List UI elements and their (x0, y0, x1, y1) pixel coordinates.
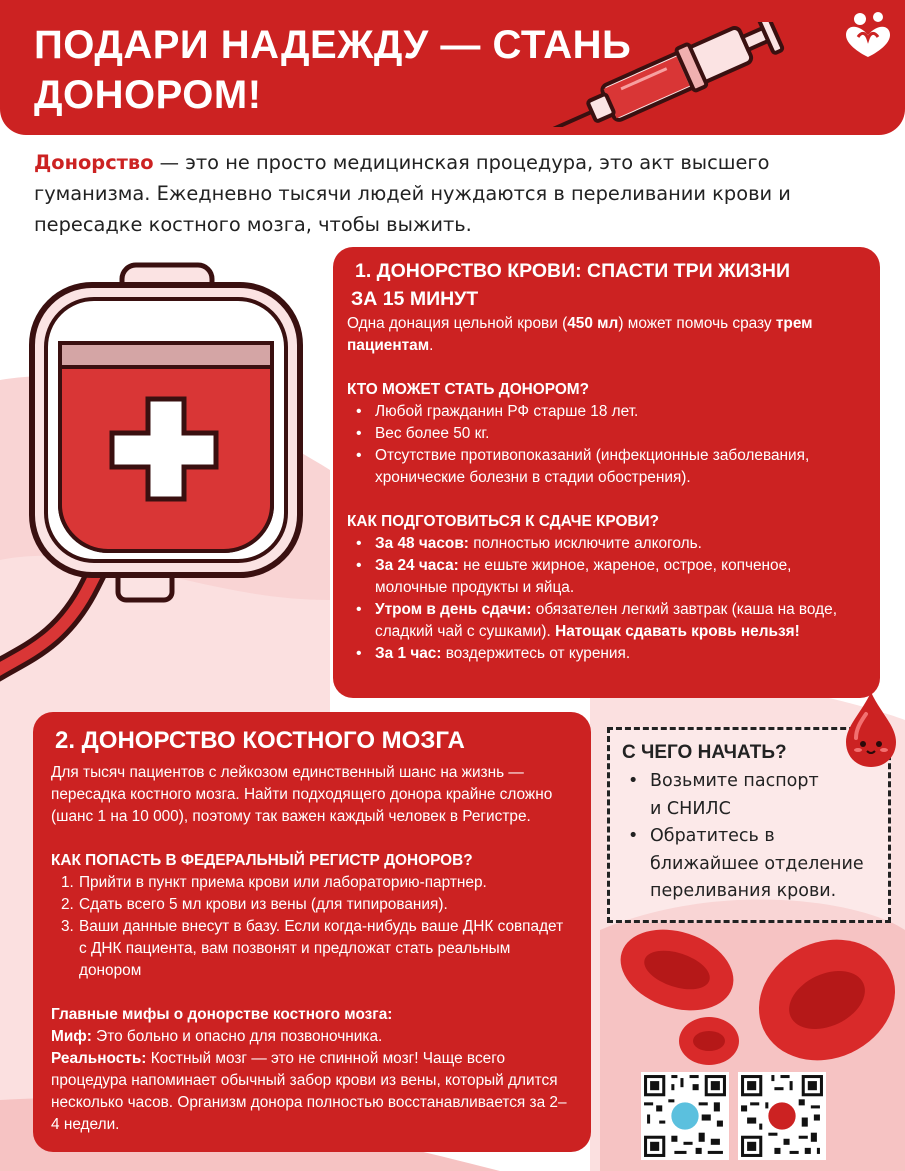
list-item: • Любой гражданин РФ старше 18 лет. (347, 401, 866, 423)
who-heading: КТО МОЖЕТ СТАТЬ ДОНОРОМ? (347, 381, 590, 398)
title-line: ДОНОРОМ! (34, 73, 262, 117)
registry-steps (51, 872, 573, 982)
text-fragment: не ешьте жирное, жареное, острое, копченое, молочные продукты и яйца. (375, 557, 792, 596)
list-item (347, 533, 866, 555)
reality-text: Костный мозг — это не спинной мозг! Чаще всего процедура напоминает обычный забор крови из вены, который длится несколько часов. Организм донора полностью восстанавливается за 2–4 недели. (51, 1050, 567, 1133)
myth-label: Миф: (51, 1028, 92, 1045)
start-list (622, 768, 878, 906)
bold-fragment: Натощак сдавать кровь нельзя! (555, 623, 800, 640)
intro-highlight: Донорство (34, 151, 154, 174)
myth-line (51, 1026, 573, 1048)
bone-marrow-card (33, 712, 591, 1152)
text-fragment: обязателен легкий завтрак (каша на воде, сладкий чай с сушками). (375, 601, 837, 640)
list-item (347, 555, 866, 599)
bold-fragment: трем пациентам (347, 315, 813, 354)
list-item (347, 643, 866, 665)
title-line: ПОДАРИ НАДЕЖДУ — СТАНЬ (34, 23, 632, 67)
card-title-line: ЗА 15 МИНУТ (351, 288, 479, 310)
card-title (347, 257, 866, 313)
list-item (347, 599, 866, 643)
list-item (51, 916, 573, 982)
syringe-icon (540, 22, 790, 127)
text-fragment: . (429, 337, 434, 354)
card-intro: Для тысяч пациентов с лейкозом единственный шанс на жизнь — пересадка костного мозга. Найти подходящего донора крайне сложно (шанс 1 на 10 000), поэтому так важен каждый человек в Регистре. (51, 764, 553, 825)
bold-fragment: За 1 час: (375, 645, 442, 662)
card-title-line: 1. ДОНОРСТВО КРОВИ: СПАСТИ ТРИ ЖИЗНИ (355, 260, 790, 282)
myths-heading: Главные мифы о донорстве костного мозга: (51, 1006, 393, 1023)
blood-drop-icon (842, 690, 900, 770)
card-intro (347, 313, 866, 357)
who-list (347, 401, 866, 489)
blood-bag-icon (0, 255, 320, 705)
text-fragment: полностью исключите алкоголь. (468, 535, 702, 552)
registry-heading: КАК ПОПАСТЬ В ФЕДЕРАЛЬНЫЙ РЕГИСТР ДОНОРОВ? (51, 852, 473, 869)
reality-line (51, 1048, 573, 1136)
myth-text: Это больно и опасно для позвоночника. (91, 1028, 383, 1045)
list-item: • Обратитесь в ближайшее отделение переливания крови. (622, 823, 878, 906)
step-number: 1. (61, 874, 74, 891)
list-item: • Вес более 50 кг. (347, 423, 866, 445)
list-item (51, 894, 573, 916)
prep-heading: КАК ПОДГОТОВИТЬСЯ К СДАЧЕ КРОВИ? (347, 513, 660, 530)
bold-fragment: За 24 часа: (375, 557, 459, 574)
list-item (51, 872, 573, 894)
prep-list (347, 533, 866, 665)
bold-fragment: Утром в день сдачи: (375, 601, 532, 618)
qr-code-icon[interactable] (641, 1072, 729, 1160)
intro-text: — это не просто медицинская процедура, это акт высшего гуманизма. Ежедневно тысячи людей нуждаются в переливании крови и пересадке костного мозга, чтобы выжить. (34, 151, 791, 236)
step-text: Сдать всего 5 мл крови из вены (для типирования). (79, 896, 448, 913)
reality-label: Реальность: (51, 1050, 147, 1067)
card-title: 2. ДОНОРСТВО КОСТНОГО МОЗГА (55, 727, 465, 754)
step-number: 3. (61, 918, 74, 935)
text-fragment: воздержитесь от курения. (441, 645, 631, 662)
qr-code-icon[interactable] (738, 1072, 826, 1160)
step-text: Прийти в пункт приема крови или лабораторию-партнер. (79, 874, 487, 891)
header-banner (0, 0, 905, 135)
step-number: 2. (61, 896, 74, 913)
bold-fragment: За 48 часов: (375, 535, 469, 552)
blood-donation-card (333, 247, 880, 698)
start-title: С ЧЕГО НАЧАТЬ? (622, 742, 787, 763)
blood-cells-icon (612, 925, 905, 1075)
text-fragment: ) может помочь сразу (618, 315, 776, 332)
bold-fragment: 450 мл (567, 315, 619, 332)
step-text: Ваши данные внесут в базу. Если когда-нибудь ваше ДНК совпадет с ДНК пациента, вам позвонят и предложат стать реальным донором (79, 918, 564, 979)
text-fragment: Одна донация цельной крови ( (347, 315, 568, 332)
logo-icon (838, 5, 898, 61)
list-item: • Отсутствие противопоказаний (инфекционные заболевания, хронические болезни в стадии обострения). (347, 445, 866, 489)
list-item: • Возьмите паспорт и СНИЛС (622, 768, 822, 823)
intro-paragraph (34, 147, 854, 240)
